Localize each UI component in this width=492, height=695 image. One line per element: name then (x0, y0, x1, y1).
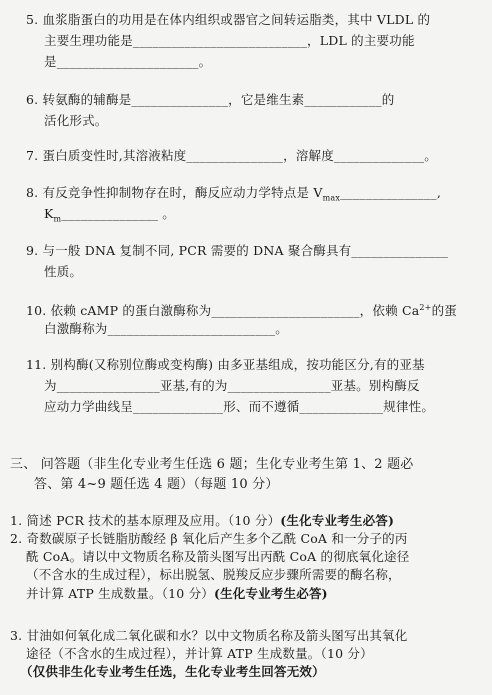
q8-line1 (26, 185, 441, 207)
section3-heading-line2: 答、第 4~9 题任选 4 题）（每题 10 分） (34, 477, 279, 492)
a2-note: (生化专业考生必答) (213, 586, 328, 601)
q10-line2: 白激酶称为__________________________。 (44, 321, 288, 336)
q8-line1-text: 8. 有反竞争性抑制物存在时，酶反应动力学特点是 V (26, 185, 323, 200)
section3-heading: 三、 问答题（非生化专业考生任选 6 题；生化专业考生第 1、2 题必 (10, 457, 414, 472)
a3-line1: 3. 甘油如何氧化成二氧化碳和水？以中文物质名称及箭头图写出其氧化 (10, 628, 408, 643)
a2-line1: 2. 奇数碳原子长链脂肪酸经 β 氧化后产生多个乙酰 CoA 和一分子的丙 (10, 531, 408, 546)
q10-line1 (26, 300, 457, 319)
a2-line4-text: 并计算 ATP 生成数量。（10 分） (26, 586, 214, 601)
a1-text: 1. 简述 PCR 技术的基本原理及应用。（10 分） (10, 513, 281, 528)
a2-line2: 酰 CoA。请以中文物质名称及箭头图写出丙酰 CoA 的彻底氧化途径 (26, 549, 410, 564)
q10-line1-end: 的蛋 (431, 303, 457, 319)
a2-line3: （不含水的生成过程），标出脱氢、脱羧反应步骤所需要的酶名称， (26, 567, 401, 582)
q8-km-sub: m (53, 214, 62, 224)
q9-line1: 9. 与一般 DNA 复制不同, PCR 需要的 DNA 聚合酶具有_______________ (26, 243, 449, 258)
q9-line2: 性质。 (44, 264, 83, 279)
q11-line3: 应动力学曲线呈______________形、而不遵循_____________规律性。 (44, 399, 435, 414)
q6-line1: 6. 转氨酶的辅酶是_______________，它是维生素____________的 (26, 92, 395, 107)
q5-line2: 主要生理功能是___________________________，LDL 的主要功能 (44, 33, 415, 48)
a2-line4 (26, 586, 328, 602)
q8-line2 (44, 206, 175, 228)
q6-line2: 活化形式。 (44, 113, 108, 128)
q7-line1: 7. 蛋白质变性时,其溶液粘度_______________，溶解度______________。 (26, 148, 437, 163)
q10-line1-text: 10. 依赖 cAMP 的蛋白激酶称为_______________________，依赖 Ca (26, 303, 420, 319)
q5-line3: 是______________________。 (44, 54, 212, 69)
a1-line (10, 513, 394, 529)
q10-ca-sup: 2+ (419, 303, 432, 312)
q11-line1: 11. 别构酶(又称别位酶或变构酶) 由多亚基组成，按功能区分,有的亚基 (26, 357, 425, 372)
a3-line2: 途径（不含水的生成过程），并计算 ATP 生成数量。（10 分） (26, 646, 373, 661)
a1-note: (生化专业考生必答) (280, 513, 395, 528)
a3-line3: （仅供非生化专业考生任选，生化专业考生回答无效） (20, 664, 325, 679)
q5-line1: 5. 血浆脂蛋白的功用是在体内组织或器官之间转运脂类，其中 VLDL 的 (26, 12, 431, 27)
q8-line1-blank: _______________, (340, 185, 442, 200)
q11-line2: 为________________亚基,有的为________________亚基。别构酶反 (44, 378, 420, 393)
q8-km: K (44, 206, 54, 221)
q8-vmax-sub: max (322, 193, 341, 203)
q8-line2-blank: _______________ 。 (61, 206, 175, 221)
